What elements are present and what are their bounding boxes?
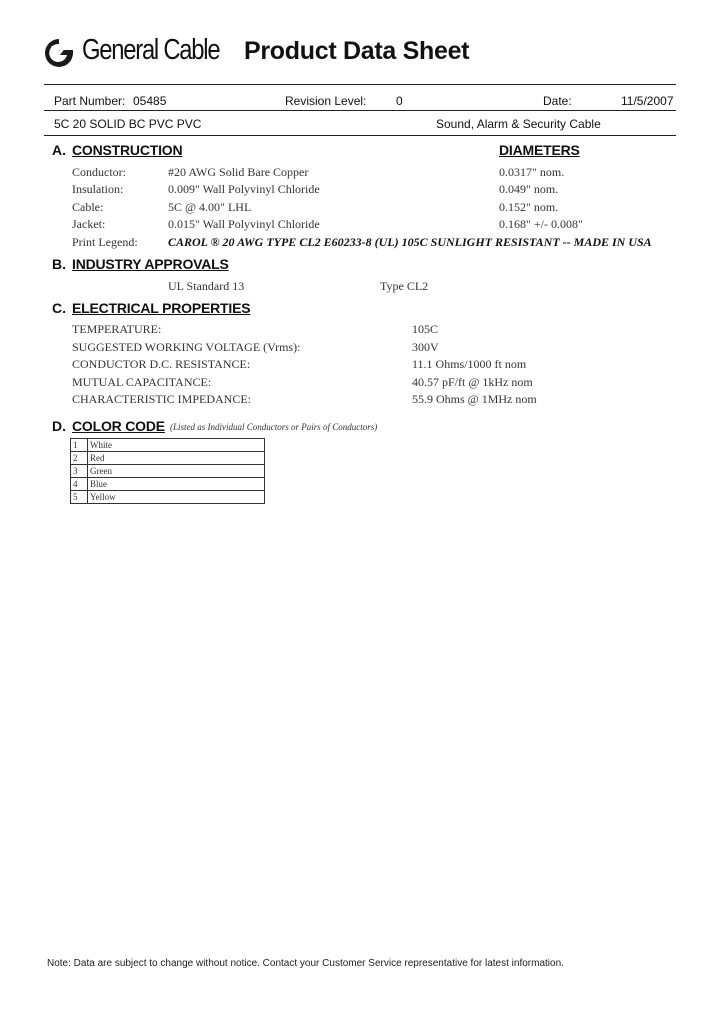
section-b-letter: B. <box>52 256 66 272</box>
industry-approvals-heading: INDUSTRY APPROVALS <box>72 256 229 272</box>
part-number-value: 05485 <box>133 94 167 108</box>
mutual-capacitance-value: 40.57 pF/ft @ 1kHz nom <box>412 375 533 389</box>
mutual-capacitance-label: MUTUAL CAPACITANCE: <box>72 375 212 389</box>
cable-value: 5C @ 4.00" LHL <box>168 200 252 214</box>
dc-resistance-value: 11.1 Ohms/1000 ft nom <box>412 357 527 371</box>
section-c-letter: C. <box>52 300 66 316</box>
header-divider <box>44 84 676 85</box>
conductor-label: Conductor: <box>72 165 126 179</box>
temperature-value: 105C <box>412 322 439 336</box>
color-code-heading: COLOR CODE <box>72 418 165 434</box>
jacket-diameter: 0.168" +/- 0.008" <box>499 217 583 231</box>
section-d-letter: D. <box>52 418 66 434</box>
color-code-table <box>70 438 265 504</box>
jacket-label: Jacket: <box>72 217 106 231</box>
temperature-label: TEMPERATURE: <box>72 322 162 336</box>
conductor-number: 4 <box>71 478 88 491</box>
cable-diameter: 0.152" nom. <box>499 200 559 214</box>
cable-description: 5C 20 SOLID BC PVC PVC <box>54 117 202 131</box>
table-row <box>71 465 265 478</box>
approval-type: Type CL2 <box>380 279 429 293</box>
working-voltage-label: SUGGESTED WORKING VOLTAGE (Vrms): <box>72 340 301 354</box>
conductor-number: 5 <box>71 491 88 504</box>
conductor-color: Blue <box>88 478 265 491</box>
insulation-value: 0.009" Wall Polyvinyl Chloride <box>168 182 320 196</box>
impedance-label: CHARACTERISTIC IMPEDANCE: <box>72 392 252 406</box>
general-cable-logo-icon <box>42 36 76 70</box>
table-row <box>71 439 265 452</box>
conductor-color: Yellow <box>88 491 265 504</box>
footer-note: Note: Data are subject to change without notice. Contact your Customer Service representative for latest information. <box>47 958 564 969</box>
conductor-diameter: 0.0317" nom. <box>499 165 565 179</box>
cable-label: Cable: <box>72 200 104 214</box>
impedance-value: 55.9 Ohms @ 1MHz nom <box>412 392 537 406</box>
color-code-note: (Listed as Individual Conductors or Pairs of Conductors) <box>170 422 378 432</box>
electrical-properties-heading: ELECTRICAL PROPERTIES <box>72 300 251 316</box>
conductor-color: Red <box>88 452 265 465</box>
insulation-label: Insulation: <box>72 182 124 196</box>
table-row <box>71 452 265 465</box>
construction-heading: CONSTRUCTION <box>72 142 183 158</box>
print-legend-value: CAROL ® 20 AWG TYPE CL2 E60233-8 (UL) 105C SUNLIGHT RESISTANT -- MADE IN USA <box>168 235 652 249</box>
date-label: Date: <box>543 94 572 108</box>
conductor-color: White <box>88 439 265 452</box>
ul-standard: UL Standard 13 <box>168 279 245 293</box>
jacket-value: 0.015" Wall Polyvinyl Chloride <box>168 217 320 231</box>
conductor-color: Green <box>88 465 265 478</box>
conductor-number: 2 <box>71 452 88 465</box>
dc-resistance-label: CONDUCTOR D.C. RESISTANCE: <box>72 357 251 371</box>
revision-label: Revision Level: <box>285 94 367 108</box>
table-row <box>71 478 265 491</box>
table-row <box>71 491 265 504</box>
diameters-heading: DIAMETERS <box>499 142 580 158</box>
date-value: 11/5/2007 <box>621 94 674 108</box>
brand-name: General Cable <box>82 34 220 66</box>
info-divider <box>44 110 676 111</box>
part-number-label: Part Number: <box>54 94 126 108</box>
page-title: Product Data Sheet <box>244 37 470 65</box>
conductor-number: 1 <box>71 439 88 452</box>
section-a-letter: A. <box>52 142 66 158</box>
conductor-number: 3 <box>71 465 88 478</box>
insulation-diameter: 0.049" nom. <box>499 182 559 196</box>
print-legend-label: Print Legend: <box>72 235 138 249</box>
working-voltage-value: 300V <box>412 340 439 354</box>
conductor-value: #20 AWG Solid Bare Copper <box>168 165 309 179</box>
revision-value: 0 <box>396 94 403 108</box>
cable-category: Sound, Alarm & Security Cable <box>436 117 601 131</box>
subheader-divider <box>44 135 676 136</box>
